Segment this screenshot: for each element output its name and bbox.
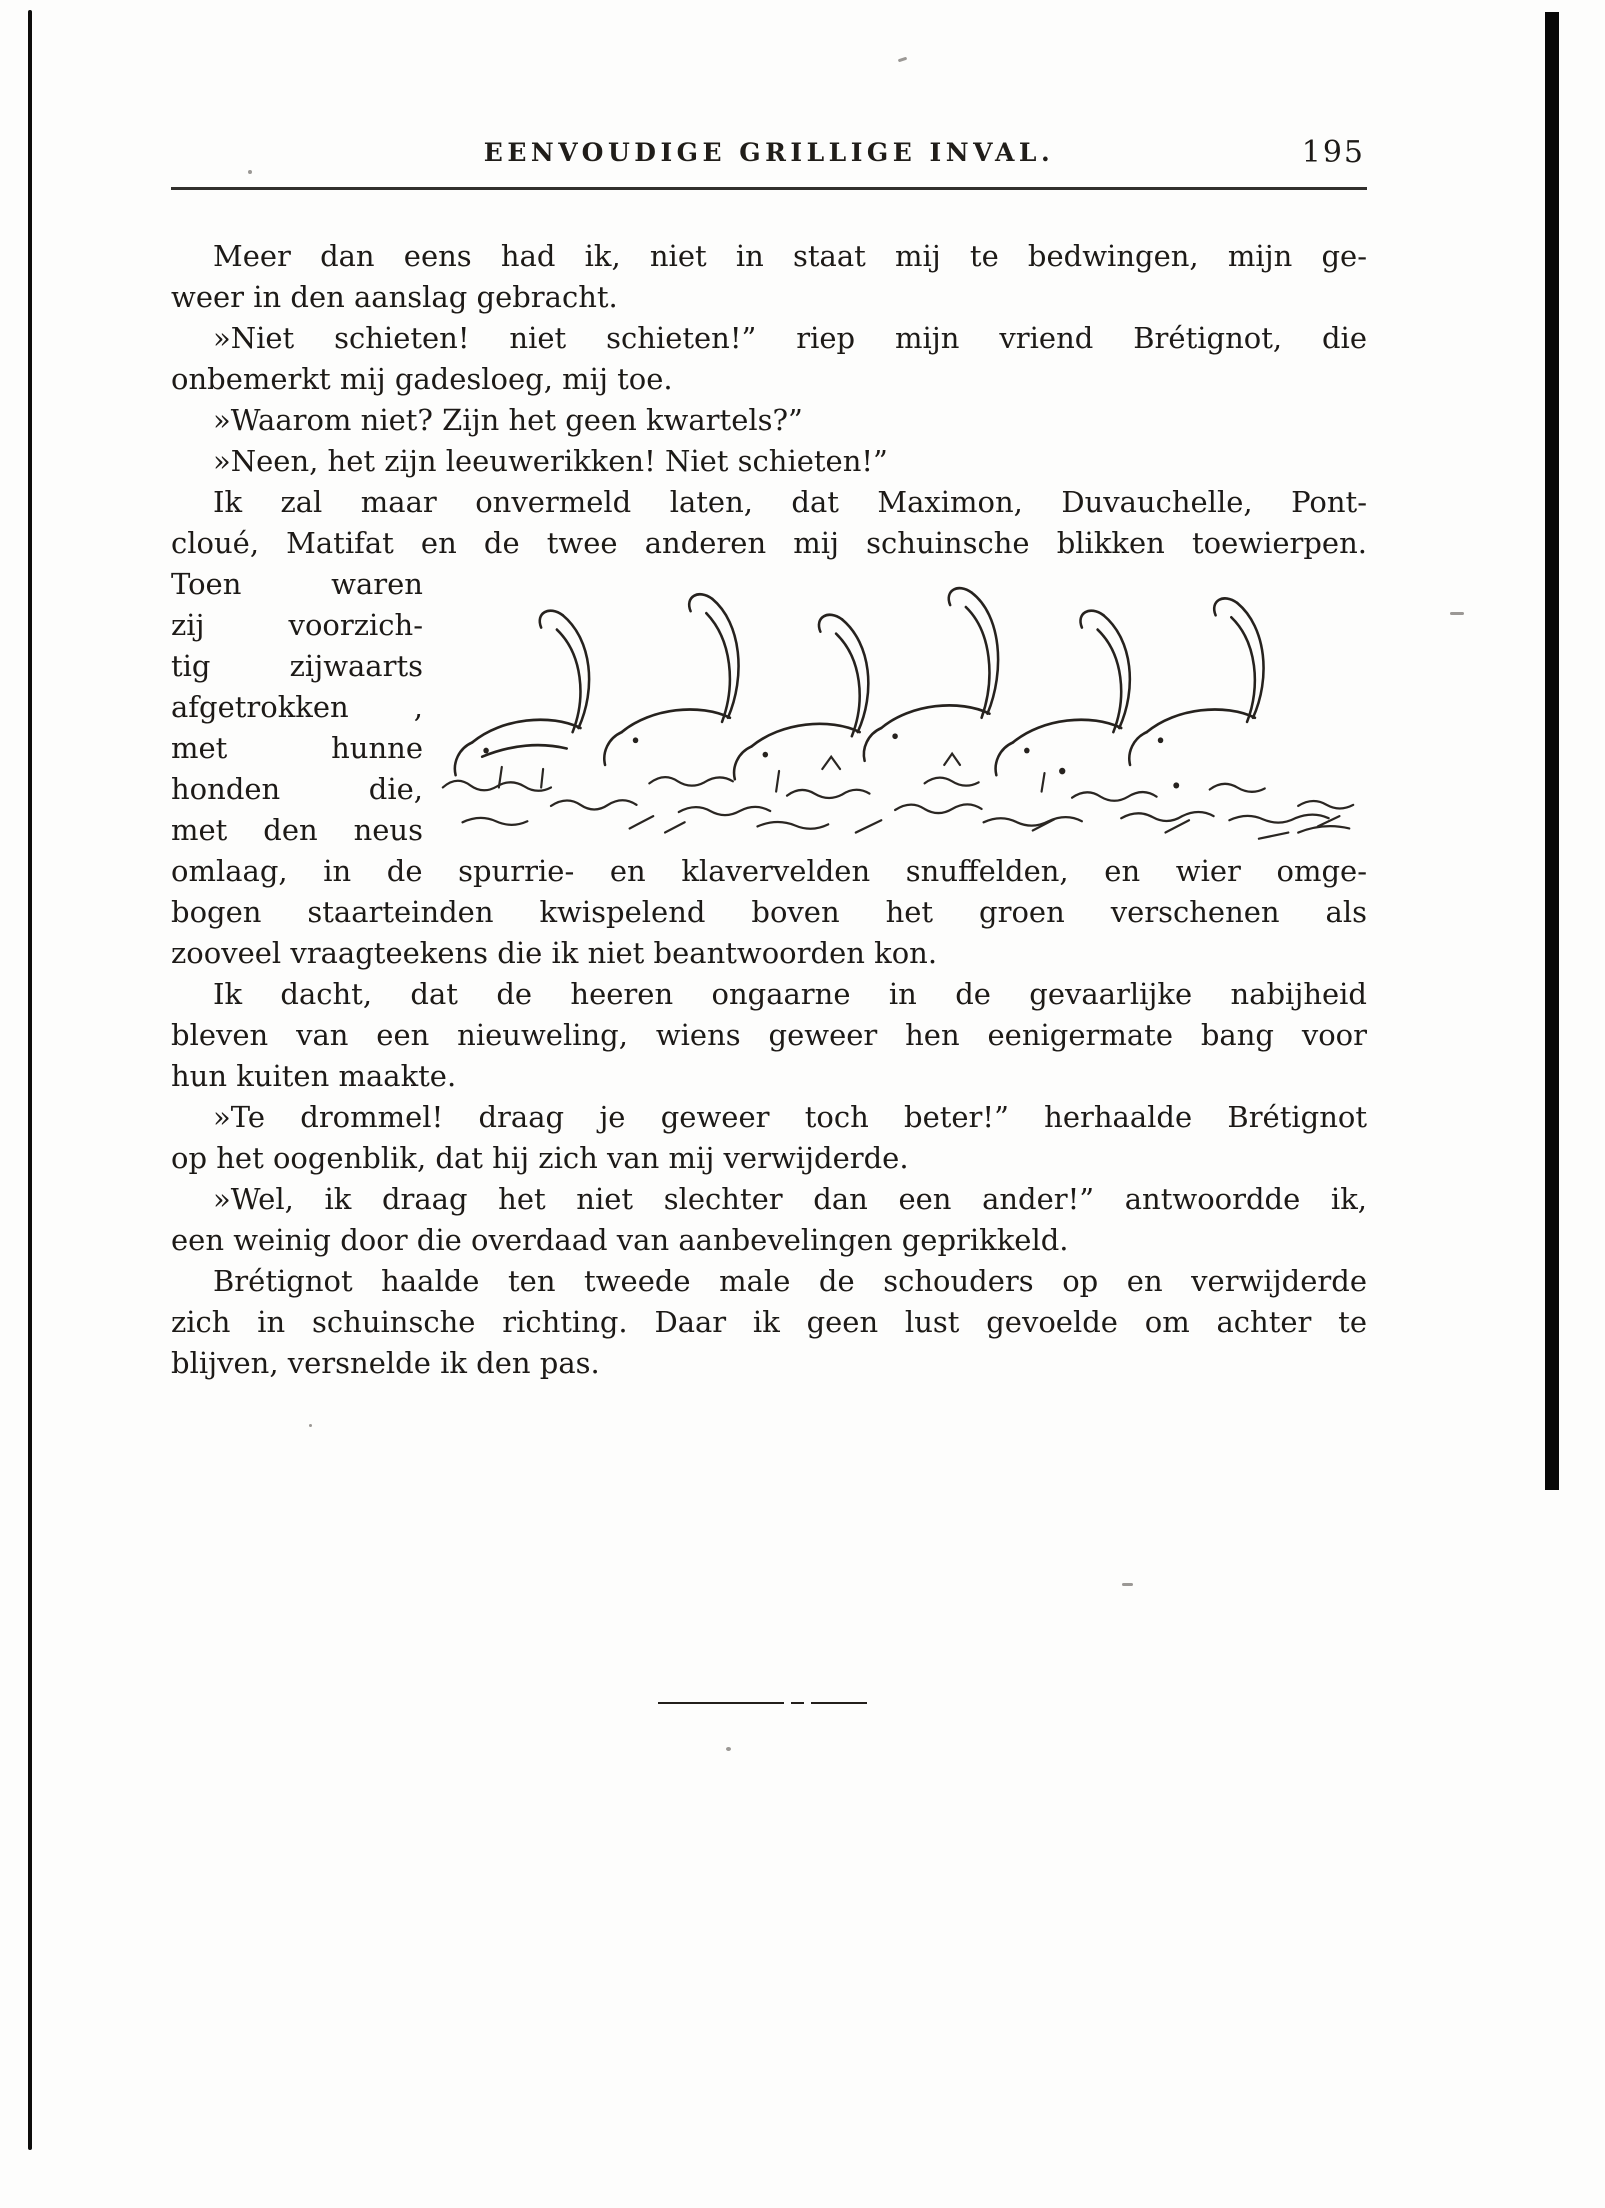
paragraph: [171, 1097, 1367, 1179]
text-line: zij voorzich-: [171, 608, 423, 642]
wrapped-text-column: [171, 564, 423, 851]
text-line: Brétignot haalde ten tweede male de schouders op en verwijderde: [213, 1264, 1367, 1298]
text-line: Toen waren: [171, 567, 423, 601]
text-line: weer in den aanslag gebracht.: [171, 280, 618, 314]
text-line: honden die,: [171, 772, 423, 806]
paragraph: [171, 974, 1367, 1097]
text-line: hun kuiten maakte.: [171, 1059, 457, 1093]
paragraph: [171, 318, 1367, 400]
divider-dash: [791, 1702, 804, 1704]
text-line: omlaag, in de spurrie- en klavervelden snuffelden, en wier omge-: [171, 854, 1367, 888]
page-content: [171, 0, 1367, 1704]
body-text: [171, 236, 1367, 1384]
text-wrap-row: [171, 564, 1367, 851]
section-divider: [658, 1702, 880, 1704]
divider-dash: [811, 1702, 867, 1704]
dogs-illustration: [423, 564, 1367, 851]
text-line: met hunne: [171, 731, 423, 765]
text-line: met den neus: [171, 813, 423, 847]
text-line: bleven van een nieuweling, wiens geweer hen eenigermate bang voor: [171, 1018, 1367, 1052]
page-number: 195: [1301, 135, 1365, 170]
text-line: afgetrokken ,: [171, 690, 423, 724]
header-rule: [171, 187, 1367, 190]
scan-edge-bar-right: [1545, 12, 1559, 1490]
text-line: »Te drommel! draag je geweer toch beter!” herhaalde Brétignot: [213, 1100, 1367, 1134]
text-line: Meer dan eens had ik, niet in staat mij te bedwingen, mijn ge-: [213, 239, 1367, 273]
paragraph: [171, 1261, 1367, 1384]
paragraph: [171, 400, 1367, 441]
chapter-title: EENVOUDIGE GRILLIGE INVAL.: [483, 138, 1055, 167]
text-line: zich in schuinsche richting. Daar ik geen lust gevoelde om achter te: [171, 1305, 1367, 1339]
text-line: op het oogenblik, dat hij zich van mij verwijderde.: [171, 1141, 909, 1175]
text-line: »Niet schieten! niet schieten!” riep mijn vriend Brétignot, die: [213, 321, 1367, 355]
paragraph: [171, 851, 1367, 974]
paragraph: [171, 482, 1367, 564]
paragraph: [171, 1179, 1367, 1261]
scan-edge-line-left: [28, 10, 32, 2150]
paragraph: [171, 236, 1367, 318]
scan-speck: [726, 1747, 731, 1751]
text-line: »Waarom niet? Zijn het geen kwartels?”: [213, 403, 803, 437]
text-line: onbemerkt mij gadesloeg, mij toe.: [171, 362, 673, 396]
divider-dash: [658, 1702, 784, 1704]
text-line: tig zijwaarts: [171, 649, 423, 683]
scan-speck: [1450, 612, 1464, 615]
text-line: Ik zal maar onvermeld laten, dat Maximon, Duvauchelle, Pont-: [213, 485, 1367, 519]
text-line: zooveel vraagteekens die ik niet beantwoorden kon.: [171, 936, 938, 970]
dogs-sketch-svg: [433, 564, 1367, 851]
running-header: [171, 135, 1367, 174]
text-line: blijven, versnelde ik den pas.: [171, 1346, 600, 1380]
text-line: Ik dacht, dat de heeren ongaarne in de gevaarlijke nabijheid: [213, 977, 1367, 1011]
paragraph: [171, 441, 1367, 482]
text-line: »Neen, het zijn leeuwerikken! Niet schieten!”: [213, 444, 888, 478]
text-line: »Wel, ik draag het niet slechter dan een ander!” antwoordde ik,: [213, 1182, 1367, 1216]
text-line: bogen staarteinden kwispelend boven het groen verschenen als: [171, 895, 1367, 929]
text-line: een weinig door die overdaad van aanbevelingen geprikkeld.: [171, 1223, 1069, 1257]
text-line: cloué, Matifat en de twee anderen mij schuinsche blikken toewierpen.: [171, 526, 1367, 560]
